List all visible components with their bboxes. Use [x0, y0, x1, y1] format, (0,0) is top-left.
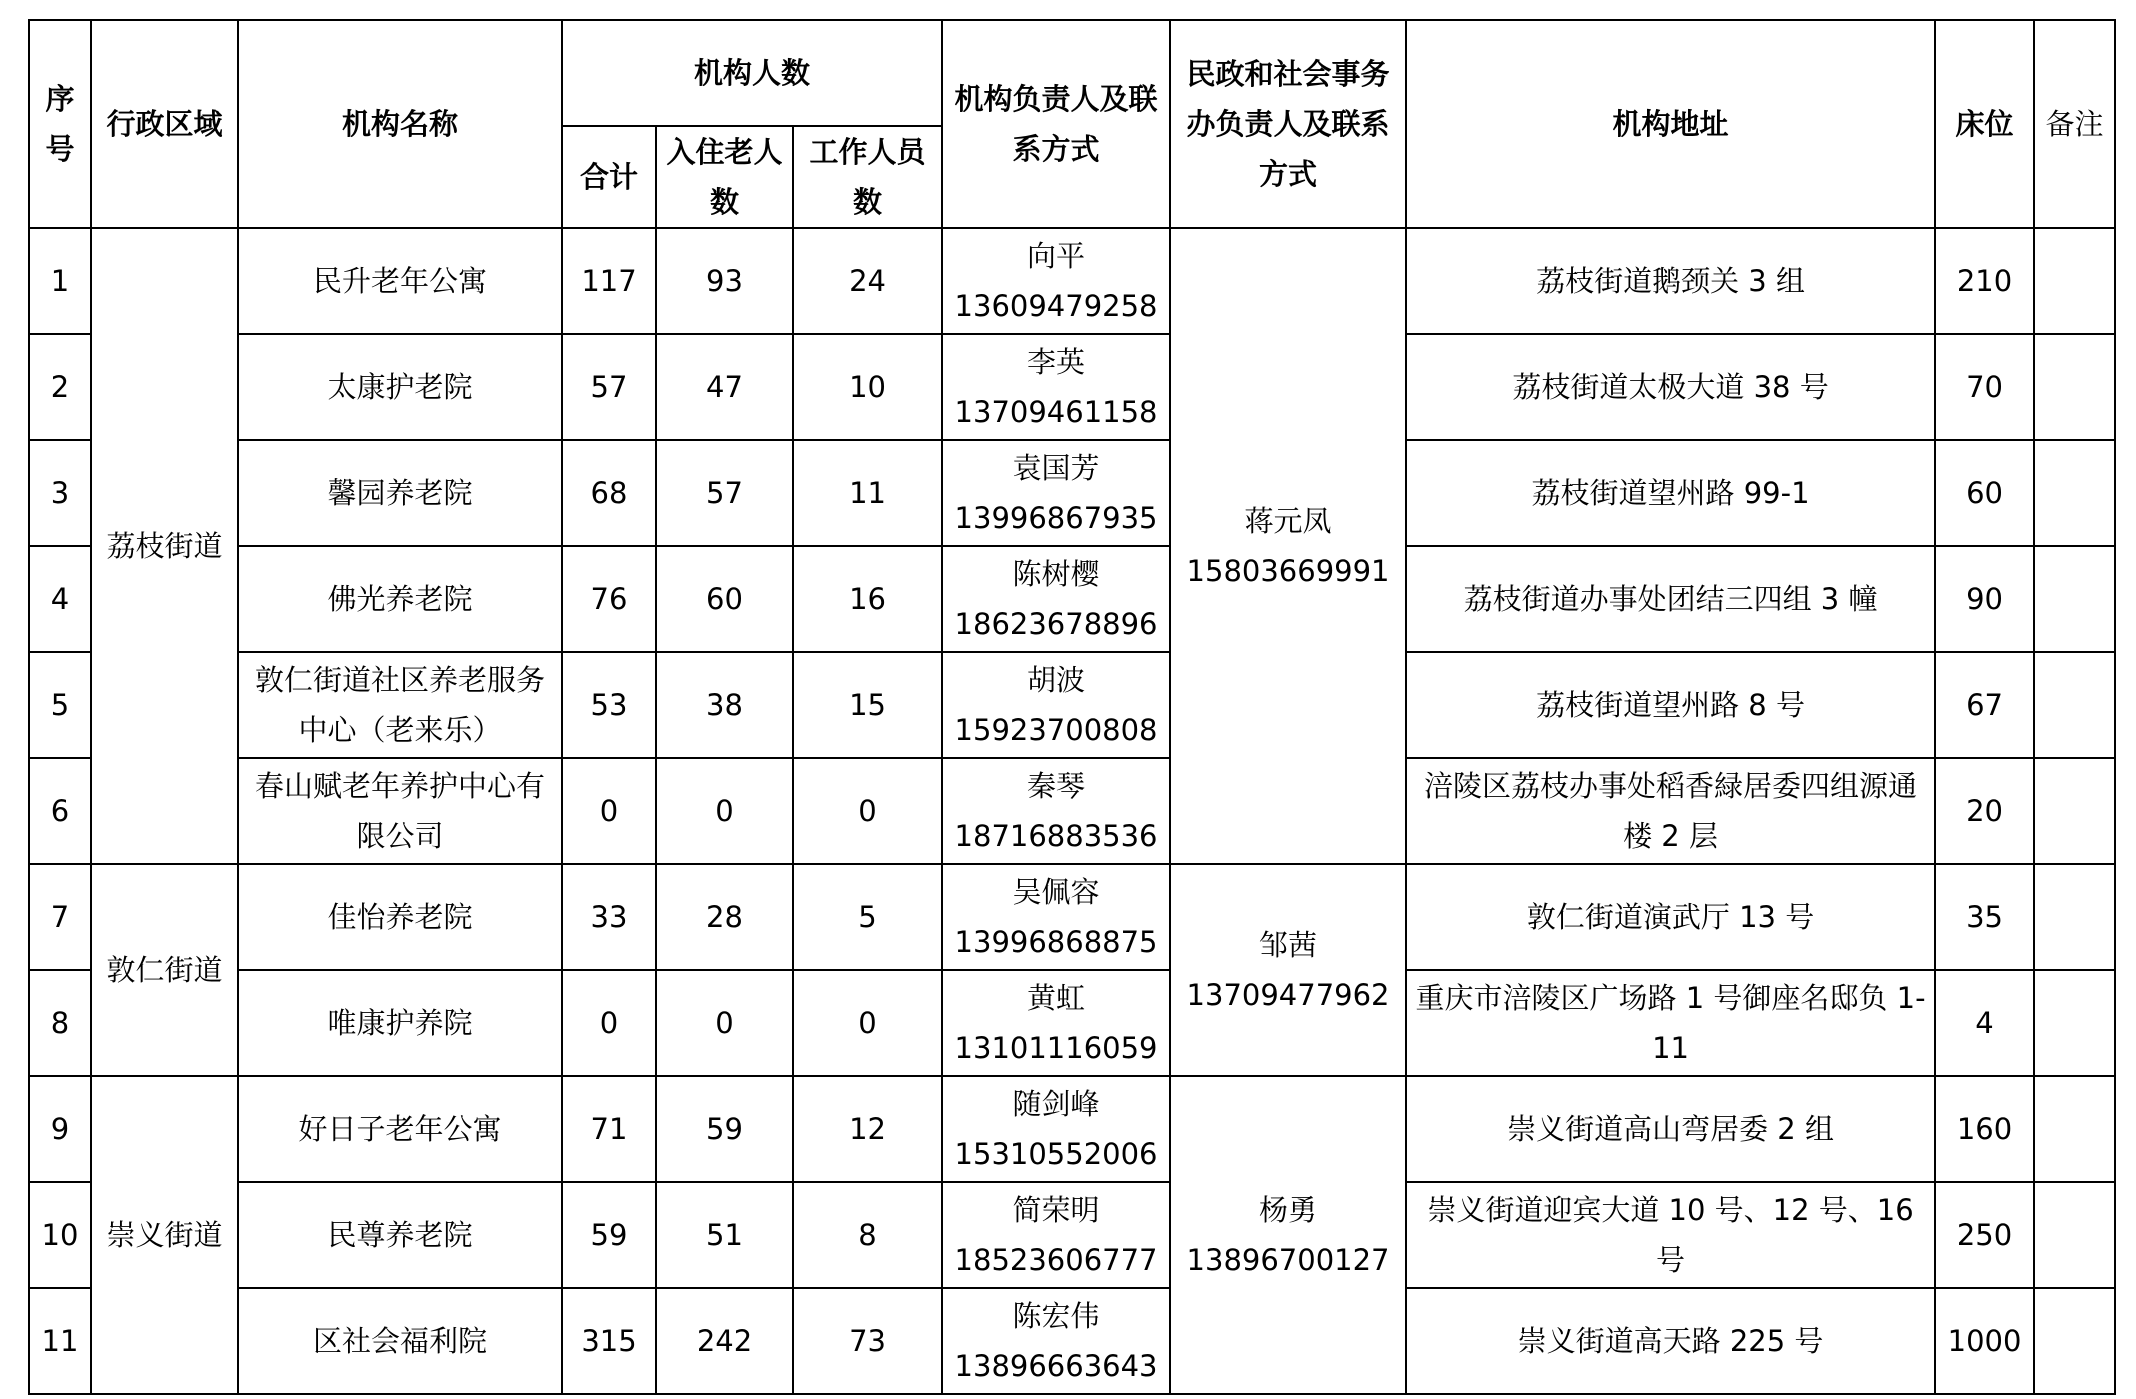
beds-cell: 35 [1935, 864, 2034, 970]
office-name: 杨勇 [1259, 1193, 1318, 1227]
office-name: 邹茜 [1259, 928, 1318, 962]
staff-cell: 24 [793, 228, 942, 334]
head-contact-cell [942, 228, 1170, 334]
seq-cell: 10 [29, 1182, 91, 1288]
beds-cell: 70 [1935, 334, 2034, 440]
remark-cell [2034, 546, 2115, 652]
remark-cell [2034, 440, 2115, 546]
staff-cell: 8 [793, 1182, 942, 1288]
head-contact-cell [942, 1182, 1170, 1288]
staff-cell: 5 [793, 864, 942, 970]
header-residents: 入住老人数 [656, 126, 793, 228]
residents-cell: 38 [656, 652, 793, 758]
remark-cell [2034, 1076, 2115, 1182]
staff-cell: 12 [793, 1076, 942, 1182]
beds-cell: 67 [1935, 652, 2034, 758]
head-phone: 15310552006 [954, 1137, 1158, 1171]
remark-cell [2034, 758, 2115, 864]
head-name: 吴佩容 [1012, 875, 1100, 909]
institution-name-cell: 区社会福利院 [238, 1288, 562, 1394]
head-contact-cell [942, 546, 1170, 652]
institution-name-cell: 佳怡养老院 [238, 864, 562, 970]
total-cell: 57 [562, 334, 656, 440]
address-cell: 荔枝街道鹅颈关 3 组 [1406, 228, 1935, 334]
office-contact-cell [1170, 1076, 1406, 1394]
staff-cell: 15 [793, 652, 942, 758]
staff-cell: 10 [793, 334, 942, 440]
address-cell: 荔枝街道太极大道 38 号 [1406, 334, 1935, 440]
address-cell: 涪陵区荔枝办事处稻香緑居委四组源通楼 2 层 [1406, 758, 1935, 864]
address-cell: 敦仁街道演武厅 13 号 [1406, 864, 1935, 970]
head-phone: 18623678896 [954, 607, 1158, 641]
table-row [29, 228, 2115, 334]
institution-name-cell: 好日子老年公寓 [238, 1076, 562, 1182]
district-cell: 荔枝街道 [91, 228, 238, 864]
beds-cell: 1000 [1935, 1288, 2034, 1394]
head-name: 胡波 [1027, 663, 1086, 697]
head-phone: 13101116059 [954, 1031, 1158, 1065]
header-address: 机构地址 [1406, 20, 1935, 228]
beds-cell: 210 [1935, 228, 2034, 334]
remark-cell [2034, 1288, 2115, 1394]
table-row [29, 1182, 2115, 1288]
residents-cell: 242 [656, 1288, 793, 1394]
head-name: 陈宏伟 [1012, 1299, 1100, 1333]
seq-cell: 9 [29, 1076, 91, 1182]
header-name: 机构名称 [238, 20, 562, 228]
head-contact-cell [942, 758, 1170, 864]
address-cell: 荔枝街道办事处团结三四组 3 幢 [1406, 546, 1935, 652]
elderly-care-institutions-table [28, 19, 2116, 1395]
head-contact-cell [942, 652, 1170, 758]
institution-name-cell: 民升老年公寓 [238, 228, 562, 334]
seq-cell: 1 [29, 228, 91, 334]
total-cell: 59 [562, 1182, 656, 1288]
office-phone: 13709477962 [1186, 978, 1390, 1012]
residents-cell: 51 [656, 1182, 793, 1288]
institution-name-cell: 敦仁街道社区养老服务中心（老来乐） [238, 652, 562, 758]
total-cell: 315 [562, 1288, 656, 1394]
head-name: 陈树樱 [1012, 557, 1100, 591]
table-row [29, 1076, 2115, 1182]
header-people-group: 机构人数 [562, 20, 942, 126]
institution-name-cell: 馨园养老院 [238, 440, 562, 546]
beds-cell: 160 [1935, 1076, 2034, 1182]
head-phone: 18716883536 [954, 819, 1158, 853]
beds-cell: 250 [1935, 1182, 2034, 1288]
address-cell: 荔枝街道望州路 8 号 [1406, 652, 1935, 758]
address-cell: 崇义街道高山弯居委 2 组 [1406, 1076, 1935, 1182]
table-row [29, 546, 2115, 652]
seq-cell: 6 [29, 758, 91, 864]
header-head-contact: 机构负责人及联系方式 [942, 20, 1170, 228]
remark-cell [2034, 334, 2115, 440]
head-phone: 13996868875 [954, 925, 1158, 959]
residents-cell: 59 [656, 1076, 793, 1182]
seq-cell: 3 [29, 440, 91, 546]
beds-cell: 20 [1935, 758, 2034, 864]
district-cell: 敦仁街道 [91, 864, 238, 1076]
total-cell: 0 [562, 970, 656, 1076]
head-phone: 18523606777 [954, 1243, 1158, 1277]
table-row [29, 970, 2115, 1076]
institution-name-cell: 佛光养老院 [238, 546, 562, 652]
table-row [29, 864, 2115, 970]
table-row [29, 440, 2115, 546]
total-cell: 76 [562, 546, 656, 652]
header-district: 行政区域 [91, 20, 238, 228]
office-phone: 13896700127 [1186, 1243, 1390, 1277]
total-cell: 71 [562, 1076, 656, 1182]
staff-cell: 73 [793, 1288, 942, 1394]
seq-cell: 7 [29, 864, 91, 970]
total-cell: 53 [562, 652, 656, 758]
beds-cell: 90 [1935, 546, 2034, 652]
office-contact-cell [1170, 228, 1406, 864]
residents-cell: 0 [656, 758, 793, 864]
office-contact-cell [1170, 864, 1406, 1076]
beds-cell: 60 [1935, 440, 2034, 546]
total-cell: 33 [562, 864, 656, 970]
head-name: 随剑峰 [1012, 1087, 1100, 1121]
table-row [29, 1288, 2115, 1394]
head-phone: 13609479258 [954, 289, 1158, 323]
residents-cell: 60 [656, 546, 793, 652]
head-name: 袁国芳 [1012, 451, 1100, 485]
staff-cell: 16 [793, 546, 942, 652]
address-cell: 崇义街道高天路 225 号 [1406, 1288, 1935, 1394]
total-cell: 68 [562, 440, 656, 546]
residents-cell: 28 [656, 864, 793, 970]
remark-cell [2034, 652, 2115, 758]
head-contact-cell [942, 970, 1170, 1076]
table-body [29, 228, 2115, 1394]
institution-name-cell: 唯康护养院 [238, 970, 562, 1076]
address-cell: 崇义街道迎宾大道 10 号、12 号、16 号 [1406, 1182, 1935, 1288]
header-seq: 序号 [29, 20, 91, 228]
head-contact-cell [942, 864, 1170, 970]
seq-cell: 5 [29, 652, 91, 758]
institution-name-cell: 春山赋老年养护中心有限公司 [238, 758, 562, 864]
staff-cell: 11 [793, 440, 942, 546]
head-name: 简荣明 [1012, 1193, 1100, 1227]
institution-name-cell: 民尊养老院 [238, 1182, 562, 1288]
staff-cell: 0 [793, 758, 942, 864]
table-row [29, 652, 2115, 758]
remark-cell [2034, 228, 2115, 334]
total-cell: 0 [562, 758, 656, 864]
head-contact-cell [942, 334, 1170, 440]
seq-cell: 2 [29, 334, 91, 440]
header-beds: 床位 [1935, 20, 2034, 228]
residents-cell: 57 [656, 440, 793, 546]
staff-cell: 0 [793, 970, 942, 1076]
head-phone: 13996867935 [954, 501, 1158, 535]
table-row [29, 334, 2115, 440]
remark-cell [2034, 1182, 2115, 1288]
beds-cell: 4 [1935, 970, 2034, 1076]
head-name: 黄虹 [1027, 981, 1086, 1015]
header-remark: 备注 [2034, 20, 2115, 228]
head-phone: 13896663643 [954, 1349, 1158, 1383]
head-contact-cell [942, 1288, 1170, 1394]
seq-cell: 4 [29, 546, 91, 652]
header-staff: 工作人员数 [793, 126, 942, 228]
residents-cell: 0 [656, 970, 793, 1076]
header-total: 合计 [562, 126, 656, 228]
address-cell: 重庆市涪陵区广场路 1 号御座名邸负 1-11 [1406, 970, 1935, 1076]
head-contact-cell [942, 440, 1170, 546]
seq-cell: 8 [29, 970, 91, 1076]
total-cell: 117 [562, 228, 656, 334]
residents-cell: 93 [656, 228, 793, 334]
table-row [29, 758, 2115, 864]
office-phone: 15803669991 [1186, 554, 1390, 588]
head-contact-cell [942, 1076, 1170, 1182]
office-name: 蒋元凤 [1244, 504, 1332, 538]
residents-cell: 47 [656, 334, 793, 440]
remark-cell [2034, 970, 2115, 1076]
table-header [29, 20, 2115, 228]
head-name: 李英 [1027, 345, 1086, 379]
seq-cell: 11 [29, 1288, 91, 1394]
header-office-contact: 民政和社会事务办负责人及联系方式 [1170, 20, 1406, 228]
head-phone: 13709461158 [954, 395, 1158, 429]
head-name: 向平 [1027, 239, 1086, 273]
remark-cell [2034, 864, 2115, 970]
head-name: 秦琴 [1027, 769, 1086, 803]
address-cell: 荔枝街道望州路 99-1 [1406, 440, 1935, 546]
district-cell: 崇义街道 [91, 1076, 238, 1394]
head-phone: 15923700808 [954, 713, 1158, 747]
institution-name-cell: 太康护老院 [238, 334, 562, 440]
